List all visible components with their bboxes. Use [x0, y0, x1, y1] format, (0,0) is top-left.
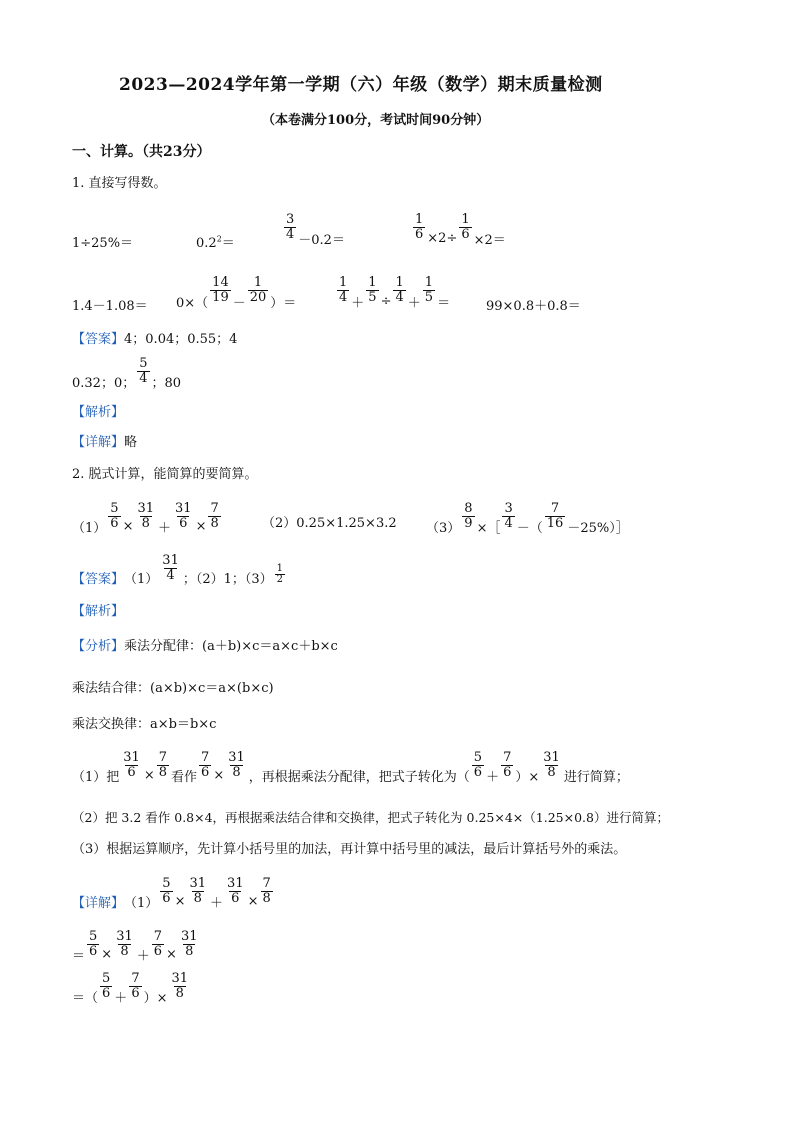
denominator: 6 [102, 986, 111, 1001]
numerator: 3 [286, 212, 295, 228]
numerator: 1 [253, 275, 263, 291]
numerator: 31 [189, 876, 207, 892]
denominator: 6 [131, 986, 140, 1001]
numerator: 1 [415, 212, 424, 228]
fraction [208, 502, 220, 530]
op: ＋ [136, 949, 150, 964]
q2-part2: （2）0.25×1.25×3.2 [262, 516, 397, 531]
fraction [137, 357, 149, 385]
denominator: 6 [473, 765, 483, 780]
denominator: 6 [153, 944, 163, 959]
law-commutative: 乘法交换律：a×b＝b×c [72, 717, 217, 732]
fraction [87, 930, 99, 958]
fraction [459, 213, 471, 241]
op: ＋ [486, 770, 500, 785]
fraction [157, 751, 169, 779]
denominator: 19 [212, 290, 229, 305]
fraction [108, 502, 120, 530]
q1-row2-b [176, 270, 296, 311]
denominator: 6 [415, 227, 424, 242]
exponent: 2 [216, 234, 222, 244]
denominator: 6 [503, 765, 512, 780]
denominator: 4 [339, 290, 348, 305]
denominator: 8 [547, 765, 556, 780]
op: × [247, 894, 259, 909]
fraction [502, 502, 514, 530]
text: （1） [124, 896, 159, 911]
denominator: 6 [127, 765, 136, 780]
denominator: 4 [504, 516, 513, 531]
numerator: 31 [137, 501, 155, 517]
detail-text: 略 [124, 435, 138, 450]
text: 看作 [171, 770, 198, 785]
fraction [129, 972, 141, 1000]
denominator: 5 [368, 290, 377, 305]
analysis-tag: 【解析】 [72, 604, 125, 619]
fraction [393, 276, 405, 304]
expr-tail: ＝ [437, 296, 451, 311]
detail-tag: 【详解】 [72, 435, 125, 450]
q2-part3 [426, 497, 629, 536]
numerator: 31 [227, 876, 244, 892]
fraction [187, 877, 208, 905]
answer-tag: 【答案】 [72, 572, 125, 587]
numerator: 7 [201, 750, 210, 766]
answer-line [72, 550, 287, 587]
numerator: 1 [395, 275, 404, 291]
op: × [101, 947, 113, 962]
op: －（ [516, 521, 543, 536]
denominator: 6 [461, 227, 470, 242]
numerator: 8 [464, 501, 473, 517]
analysis-tag: 【解析】 [72, 405, 125, 420]
text: ）× [515, 770, 540, 785]
fraction [423, 276, 435, 304]
expr-tail: ×2＝ [473, 233, 506, 248]
denominator: 16 [546, 516, 564, 531]
numerator: 7 [210, 501, 219, 517]
op: ＋ [210, 896, 224, 911]
numerator: 7 [131, 971, 140, 987]
denominator: 6 [89, 944, 98, 959]
op: ＋ [158, 521, 172, 536]
op: ＋ [114, 991, 128, 1006]
fraction [472, 751, 484, 779]
op: ×［ [476, 521, 501, 536]
part-label: （3） [426, 521, 461, 536]
denominator: 6 [110, 516, 119, 531]
numerator: 7 [262, 876, 271, 892]
numerator: 1 [461, 212, 470, 228]
law-distributive: 乘法分配律：(a＋b)×c＝a×c＋b×c [124, 639, 338, 654]
q1-row1-d [411, 207, 506, 248]
denominator: 8 [185, 944, 194, 959]
fraction [135, 502, 156, 530]
numerator: 31 [543, 750, 560, 766]
denominator: 4 [166, 568, 175, 583]
denominator: 6 [179, 516, 188, 531]
q1-row1-b [196, 232, 235, 251]
q1-row1-c [282, 207, 345, 248]
op: ÷ [380, 294, 392, 309]
numerator: 31 [228, 750, 245, 766]
detail-step-1 [72, 925, 202, 964]
numerator: 1 [424, 275, 434, 291]
numerator: 7 [550, 501, 560, 517]
fraction [248, 276, 269, 304]
law-associative: 乘法结合律：(a×b)×c＝a×(b×c) [72, 681, 274, 696]
fraction [284, 213, 296, 241]
page-subtitle: （本卷满分100分，考试时间90分钟） [262, 113, 490, 128]
detail-line [72, 431, 137, 450]
analysis-sub-tag: 【分析】 [72, 639, 125, 654]
q1-row2-c [335, 270, 450, 311]
denominator: 6 [231, 891, 240, 906]
denominator: 4 [139, 371, 148, 386]
denominator: 2 [276, 574, 284, 585]
op: × [122, 519, 134, 534]
q1-row2-d: 99×0.8＋0.8＝ [486, 299, 581, 314]
text: （1）把 [72, 770, 120, 785]
op: ）× [143, 991, 168, 1006]
numerator: 5 [110, 501, 119, 517]
numerator: 5 [473, 750, 483, 766]
denominator: 4 [395, 290, 404, 305]
text: 进行简算； [563, 770, 629, 785]
fraction [541, 751, 562, 779]
fraction [275, 564, 285, 586]
denominator: 8 [120, 944, 129, 959]
numerator: 1 [368, 275, 377, 291]
numerator: 1 [276, 562, 284, 574]
eq: ＝ [221, 236, 235, 251]
fraction [261, 877, 273, 905]
fraction [160, 877, 172, 905]
denominator: 9 [464, 516, 473, 531]
section-title: 一、计算。（共23分） [72, 144, 211, 160]
op: × [143, 768, 155, 783]
expr-tail: －0.2＝ [298, 233, 345, 248]
op: ×2÷ [427, 231, 458, 246]
fraction [462, 502, 474, 530]
op: × [166, 947, 177, 962]
analysis-line [72, 635, 338, 654]
expr-tail: －25%）］ [567, 521, 629, 536]
numerator: 3 [504, 501, 513, 517]
answer-line-2 [72, 352, 181, 391]
fraction [160, 554, 181, 582]
denominator: 6 [201, 765, 210, 780]
fraction [226, 751, 247, 779]
fraction [179, 930, 200, 958]
analysis-step-3: （3）根据运算顺序，先计算小括号里的加法，再计算中括号里的减法，最后计算括号外的乘法。 [72, 842, 627, 857]
fraction [225, 877, 246, 905]
op: × [174, 894, 186, 909]
op: × [213, 768, 225, 783]
denominator: 4 [286, 227, 295, 242]
question-prompt: 1. 直接写得数。 [72, 176, 167, 191]
detail-step-2 [72, 967, 192, 1006]
op: ＋ [351, 296, 365, 311]
op: ＋ [407, 296, 421, 311]
fraction [337, 276, 349, 304]
numerator: 31 [171, 971, 189, 987]
analysis-step-1 [72, 746, 629, 785]
fraction [210, 276, 231, 304]
numerator: 5 [102, 971, 111, 987]
q1-row2-a: 1.4－1.08＝ [72, 299, 148, 314]
expr-head: 0×（ [176, 296, 209, 311]
numerator: 14 [212, 275, 229, 291]
numerator: 7 [503, 750, 512, 766]
numerator: 7 [153, 929, 163, 945]
numerator: 31 [180, 929, 198, 945]
numerator: 5 [139, 356, 148, 372]
denominator: 8 [232, 765, 241, 780]
numerator: 31 [123, 750, 140, 766]
fraction [413, 213, 425, 241]
detail-tag: 【详解】 [72, 896, 125, 911]
answer-text: （1） [124, 572, 159, 587]
fraction [199, 751, 211, 779]
numerator: 31 [175, 501, 192, 517]
answer-text: ；80 [151, 376, 182, 391]
fraction [173, 502, 194, 530]
fraction [100, 972, 112, 1000]
answer-text: 4；0.04；0.55；4 [124, 332, 238, 347]
fraction [152, 930, 164, 958]
page-title: 2023—2024学年第一学期（六）年级（数学）期末质量检测 [119, 75, 603, 95]
numerator: 5 [89, 929, 98, 945]
answer-tag: 【答案】 [72, 332, 125, 347]
denominator: 8 [262, 891, 271, 906]
numerator: 7 [158, 750, 168, 766]
denominator: 8 [210, 516, 219, 531]
question-prompt: 2. 脱式计算，能简算的要简算。 [72, 467, 258, 482]
fraction [501, 751, 513, 779]
op: × [195, 519, 207, 534]
base: 0.2 [196, 236, 217, 251]
q2-part1 [72, 497, 223, 536]
numerator: 1 [339, 275, 348, 291]
denominator: 6 [162, 891, 171, 906]
denominator: 8 [193, 891, 202, 906]
fraction [170, 972, 191, 1000]
answer-text: ；（2）1；（3） [182, 572, 273, 587]
fraction [366, 276, 378, 304]
denominator: 5 [424, 290, 434, 305]
numerator: 31 [116, 929, 133, 945]
analysis-step-2: （2）把 3.2 看作 0.8×4，再根据乘法结合律和交换律，把式子转化为 0.25×4×（1.25×0.8）进行简算； [72, 810, 669, 825]
expr-tail: ）＝ [270, 296, 297, 311]
detail-line [72, 872, 275, 911]
denominator: 8 [158, 765, 168, 780]
denominator: 8 [175, 986, 184, 1001]
denominator: 20 [249, 290, 267, 305]
text: ，再根据乘法分配律，把式子转化为（ [248, 770, 470, 785]
fraction [114, 930, 135, 958]
fraction [545, 502, 566, 530]
q1-row1-a: 1÷25%＝ [72, 236, 134, 251]
denominator: 8 [141, 516, 150, 531]
answer-text: 0.32；0； [72, 376, 136, 391]
eq: ＝（ [72, 991, 99, 1006]
op: － [232, 296, 246, 311]
part-label: （1） [72, 521, 107, 536]
numerator: 5 [162, 876, 171, 892]
answer-line [72, 328, 237, 347]
numerator: 31 [162, 553, 179, 569]
eq: ＝ [72, 949, 86, 964]
fraction [121, 751, 142, 779]
